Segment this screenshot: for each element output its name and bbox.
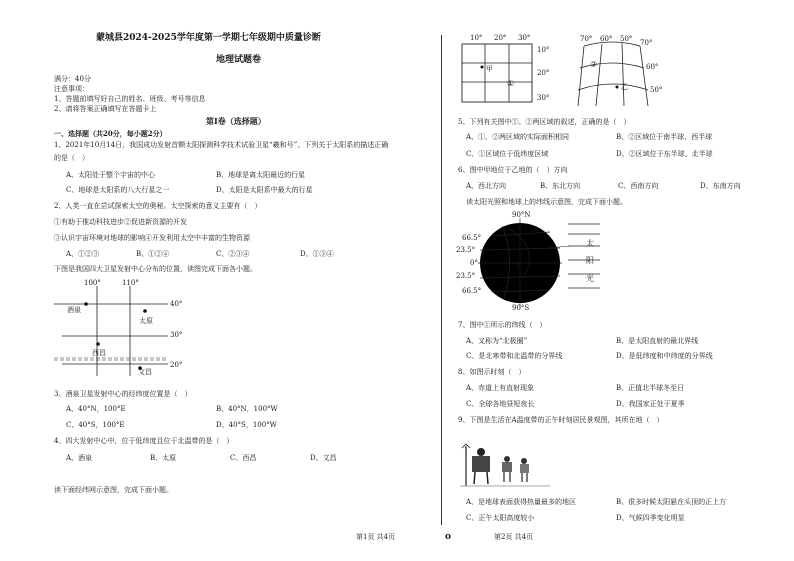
exam-subtitle: 地理试题卷 [216,55,262,65]
question-7-stem: 7、图中①所示的纬线（ ） [458,321,547,329]
q6-option-c: C、西南方向 [618,182,659,190]
q4-option-d: D、文昌 [310,454,337,462]
residents-scene-illustration [460,438,550,498]
exam-title: 蒙城县2024-2025学年度第一学期七年级期中质量诊断 [96,33,321,43]
q8-option-b: B、正值北半球冬至日 [616,384,685,392]
notice-title: 注意事项： [54,85,89,93]
grid2-lat-70: 70° [640,39,653,47]
region-2-marker: ② [590,60,598,69]
map-lat-20: 20° [170,361,183,369]
question-3-stem: 3、酒泉卫星发射中心的经纬度位置是（ ） [54,390,192,398]
grid1-lat-10: 10° [537,46,550,54]
q3-option-b: B、40°N，100°W [216,405,278,413]
grid2-lon-50: 50° [620,35,633,43]
globe-90s: 90°S [512,304,530,312]
q8-option-c: C、全球各地昼短夜长 [466,400,535,408]
grid1-lon-20: 20° [494,34,507,42]
globe-23s: 23.5° [456,272,476,280]
label-jiuquan: 酒泉 [67,306,81,314]
q8-option-a: A、赤道上有直射现象 [466,384,535,392]
q5-option-d: D、②区域位于东半球、北半球 [616,150,713,158]
map-lat-30: 30° [170,331,183,339]
binding-mark: o [445,532,452,542]
grid-intro: 读下面经纬网示意图，完成下面小题。 [54,486,173,494]
grid2-lon-60: 60° [600,35,613,43]
grid1-lon-10: 10° [470,34,483,42]
q2-statement-2: ③认识宇宙环境对地球的影响④开发利用太空中丰富的生物资源 [54,234,250,242]
q1-option-a: A、太阳处于整个宇宙的中心 [66,171,156,179]
globe-marker-1: ① [514,261,521,269]
q5-option-c: C、①区域位于低纬度区域 [466,150,549,158]
q3-option-c: C、40°S，100°E [66,421,125,429]
label-taiyuan: 太原 [139,317,153,325]
q2-option-a: A、①②③ [66,250,100,258]
sunlight-label-guang: 光 [586,274,594,283]
q1-option-c: C、地球是太阳系的八大行星之一 [66,186,170,194]
notice-item-2: 2、请将答案正确填写在答题卡上 [54,105,157,113]
q7-option-b: B、是太阳直射的最北界线 [616,337,699,345]
q2-statement-1: ①有助于推动科技进步②促进新资源的开发 [54,218,187,226]
sunlight-label-tai: 太 [586,239,594,248]
q7-option-d: D、是低纬度和中纬度的分界线 [616,352,713,360]
grid2-lon-70: 70° [580,35,593,43]
question-6-stem: 6、图中甲地位于乙地的（ ）方向 [458,166,568,174]
grid1-lat-30: 30° [537,94,550,102]
question-5-stem: 5、下列有关图中①、②两区域的叙述，正确的是（ ） [458,118,631,126]
sunlight-globe-diagram [478,218,628,308]
q9-option-c: C、正午太阳高度较小 [466,514,535,522]
region-1-marker: ① [507,79,515,88]
map-intro: 下图是我国四大卫星发射中心分布的位置，读图完成下面各小题。 [54,265,257,273]
q4-option-c: C、西昌 [230,454,257,462]
q3-option-a: A、40°N，100°E [66,405,126,413]
page-footer-1: 第1页 共4页 [356,533,396,541]
q5-option-a: A、①、②两区域的实际面积相同 [466,133,570,141]
q9-option-b: B、很多时候太阳悬在头顶的正上方 [616,498,727,506]
grid2-lat-50: 50° [650,86,663,94]
globe-equator: 0° [470,259,478,267]
map-lat-40: 40° [170,300,183,308]
question-2-stem: 2、人类一直在尝试探索太空的奥秘。太空探索的意义主要有（ ） [54,202,262,210]
map-lon-100: 100° [84,279,101,287]
q8-option-d: D、我国家正处于夏季 [616,400,685,408]
section-title: 一、选择题（共20分，每小题2分） [54,129,167,138]
q7-option-c: C、是北寒带和北温带的分界线 [466,352,563,360]
q9-option-a: A、是地球表面获得热量最多的地区 [466,498,577,506]
question-1-stem: 1、2021年10月14日，我国成功发射首颗太阳探测科学技术试验卫星“羲和号”。下列关于太阳系的描述正确 [54,141,389,149]
q4-option-a: A、酒泉 [66,454,93,462]
question-1-stem-cont: 的是（ ） [54,154,89,162]
sunlight-intro: 读太阳光照和地球上的纬线示意图，完成下面小题。 [466,198,627,206]
q2-option-d: D、①③④ [300,250,334,258]
score-note: 满分：40分 [54,75,91,83]
question-4-stem: 4、四大发射中心中，位于低纬度且位于北温带的是（ ） [54,437,234,445]
q2-option-c: C、②③④ [216,250,250,258]
globe-66s: 66.5° [462,287,482,295]
q6-option-b: B、东北方向 [540,182,581,190]
grid2-lat-60: 60° [646,63,659,71]
question-9-stem: 9、下图是生活在A温度带的正午时刻居民景观图，其所在地（ ） [458,416,664,424]
label-yi: 乙 [621,83,628,91]
sunlight-label-yang: 阳 [586,256,594,265]
q1-option-b: B、地球是离太阳最近的行星 [216,171,306,179]
label-xichang: 西昌 [92,349,106,357]
q1-option-d: D、太阳是太阳系中最大的行星 [216,186,313,194]
q7-option-a: A、又称为“北极圈” [466,337,528,345]
q3-option-d: D、40°S，100°W [216,421,277,429]
notice-item-1: 1、答题前填写好自己的姓名、班级、考号等信息 [54,95,206,103]
q9-option-d: D、气候四季变化明显 [616,514,685,522]
part-title: 第Ⅰ卷（选择题） [206,116,266,126]
question-8-stem: 8、如图示时刻（ ） [458,368,526,376]
map-lon-110: 110° [122,279,139,287]
grid1-lat-20: 20° [537,69,550,77]
q6-option-d: D、东南方向 [700,182,741,190]
label-jia: 甲 [486,65,493,73]
globe-66n: 66.5° [462,234,482,242]
globe-90n: 90°N [512,211,531,219]
lat-lon-grid-1 [458,36,538,106]
label-wenchang: 文昌 [138,368,152,376]
page-footer-2: 第2页 共4页 [494,533,534,541]
grid1-lon-30: 30° [518,34,531,42]
globe-23n: 23.5° [456,246,476,254]
q2-option-b: B、①②④ [136,250,170,258]
q5-option-b: B、②区域位于南半球、西半球 [616,133,713,141]
page-divider [441,35,442,525]
q6-option-a: A、西北方向 [466,182,507,190]
q4-option-b: B、太原 [150,454,177,462]
